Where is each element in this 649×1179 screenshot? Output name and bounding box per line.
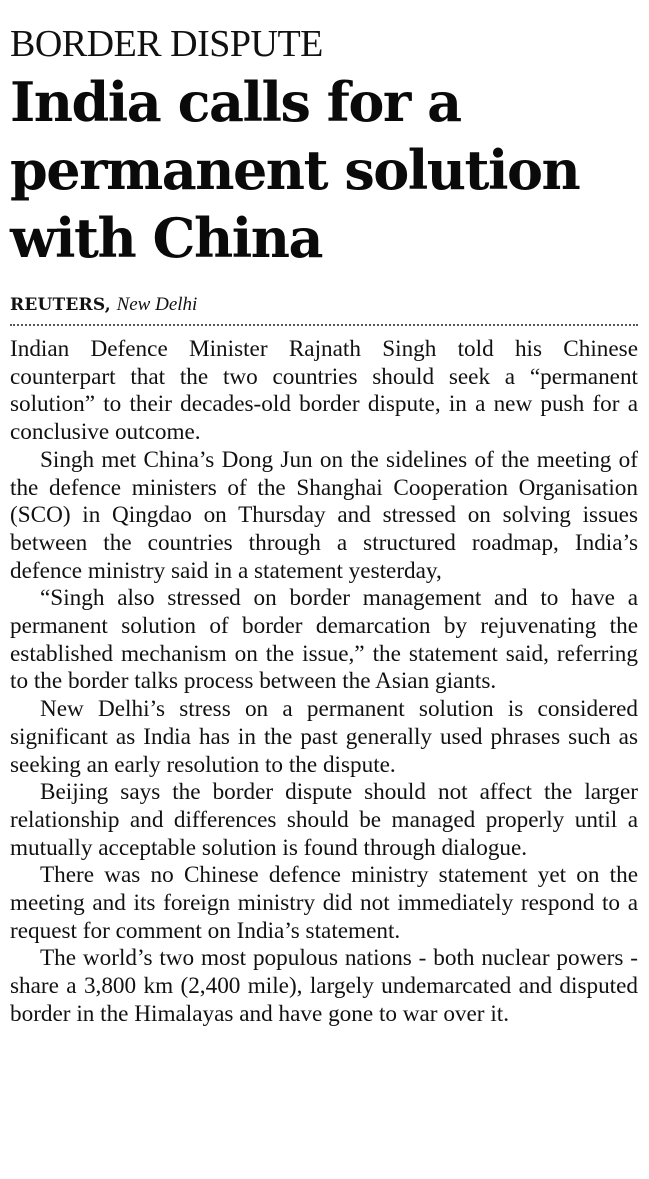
byline-location: New Delhi	[116, 294, 198, 315]
body-paragraph: Singh met China’s Dong Jun on the sidelines of the meeting of the defence ministers of the Shanghai Cooperation Organisation (SCO) in Qingdao on Thursday and stressed on solving issues between the countries through a structured roadmap, India’s defence ministry said in a statement yesterday,	[10, 446, 638, 584]
headline-line: permanent solution	[10, 138, 580, 202]
body-paragraph: There was no Chinese defence ministry statement yet on the meeting and its foreign ministry did not immediately respond to a request for comment on India’s statement.	[10, 862, 638, 944]
body-paragraph: Indian Defence Minister Rajnath Singh told his Chinese counterpart that the two countries should seek a “permanent solution” to their decades-old border dispute, in a new push for a conclusive outcome.	[10, 336, 638, 446]
body-paragraph: The world’s two most populous nations - both nuclear powers - share a 3,800 km (2,400 mile), largely undemarcated and disputed border in the Himalayas and have gone to war over it.	[10, 945, 638, 1027]
article-body	[10, 336, 638, 1029]
dotted-divider	[10, 324, 638, 326]
headline	[10, 68, 638, 272]
byline-agency: REUTERS,	[10, 295, 111, 315]
body-paragraph: New Delhi’s stress on a permanent solution is considered significant as India has in the past generally used phrases such as seeking an early resolution to the dispute.	[10, 696, 638, 778]
byline	[10, 292, 638, 318]
news-article	[10, 0, 638, 1029]
body-paragraph: “Singh also stressed on border management and to have a permanent solution of border demarcation by rejuvenating the established mechanism on the issue,” the statement said, referring to the border talks process between the Asian giants.	[10, 585, 638, 695]
headline-line: with China	[10, 206, 323, 270]
section-kicker: BORDER DISPUTE	[10, 23, 323, 65]
headline-line: India calls for a	[10, 70, 461, 134]
body-paragraph: Beijing says the border dispute should not affect the larger relationship and differences should be managed properly until a mutually acceptable solution is found through dialogue.	[10, 779, 638, 861]
